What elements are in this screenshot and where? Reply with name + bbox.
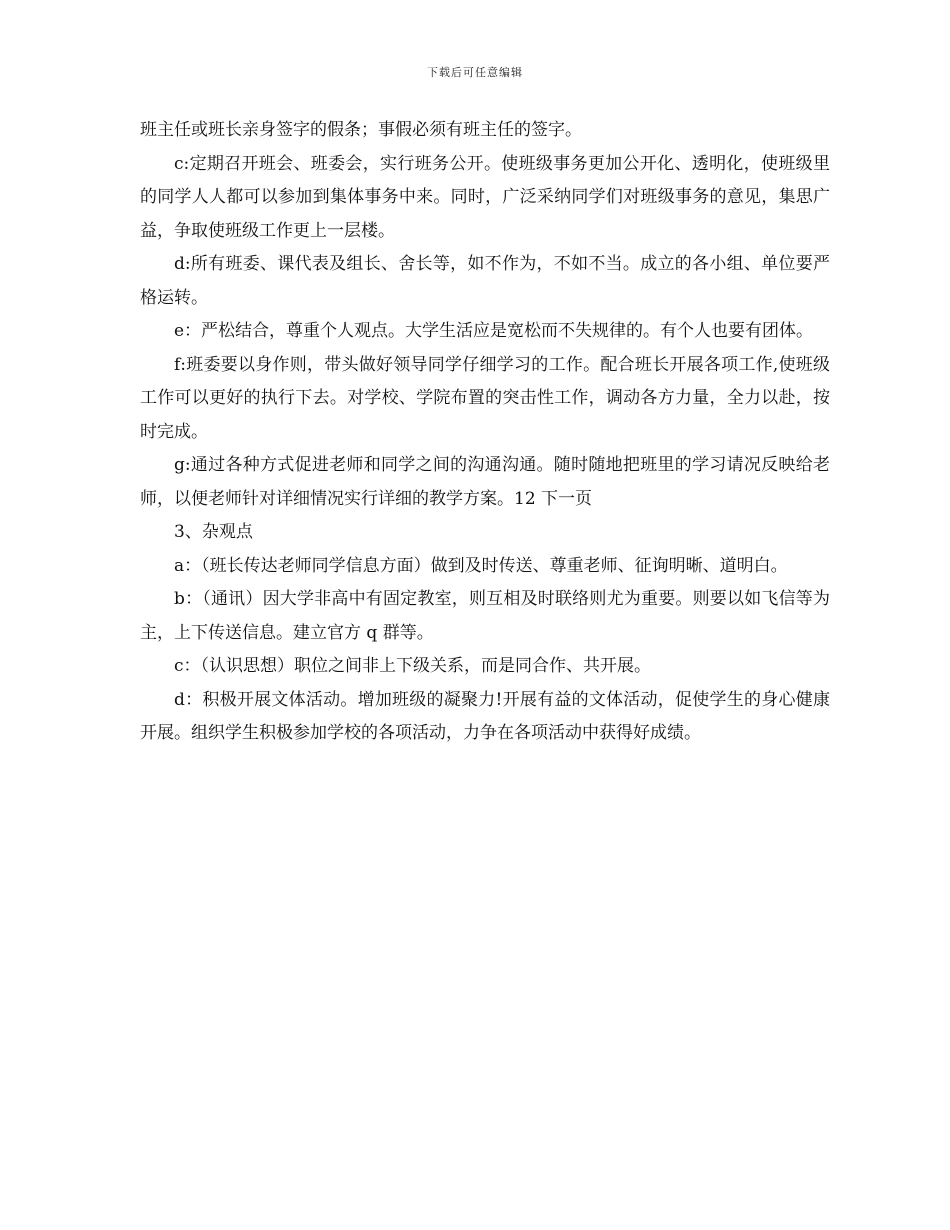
paragraph-5: f:班委要以身作则，带头做好领导同学仔细学习的工作。配合班长开展各项工作,使班级工作可以更好的执行下去。对学校、学院布置的突击性工作，调动各方力量，全力以赴，按时完成。 <box>140 354 830 442</box>
paragraph-8: b：（通讯）因大学非高中有固定教室，则互相及时联络则尤为重要。则要以如飞信等为主，上下传送信息。建立官方 q 群等。 <box>140 589 830 643</box>
paragraph-9: c：（认识思想）职位之间非上下级关系，而是同合作、共开展。 <box>174 656 652 676</box>
paragraph-4: e：严松结合，尊重个人观点。大学生活应是宽松而不失规律的。有个人也要有团体。 <box>174 321 814 341</box>
paragraph-3: d:所有班委、课代表及组长、舍长等，如不作为，不如不当。成立的各小组、单位要严格运转。 <box>140 254 830 308</box>
document-body <box>140 114 830 751</box>
paragraph-10: d：积极开展文体活动。增加班级的凝聚力!开展有益的文体活动，促使学生的身心健康开展。组织学生积极参加学校的各项活动，力争在各项活动中获得好成绩。 <box>140 689 830 743</box>
paragraph-7: a：（班长传达老师同学信息方面）做到及时传送、尊重老师、征询明晰、道明白。 <box>174 555 788 576</box>
paragraph-2: c:定期召开班会、班委会，实行班务公开。使班级事务更加公开化、透明化，使班级里的同学人人都可以参加到集体事务中来。同时，广泛采纳同学们对班级事务的意见，集思广益，争取使班级工作更上一层楼。 <box>140 153 830 241</box>
section-heading-3: 3、杂观点 <box>174 522 253 542</box>
page-header: 下载后可任意编辑 <box>427 66 523 79</box>
paragraph-6: g:通过各种方式促进老师和同学之间的沟通沟通。随时随地把班里的学习请况反映给老师，以便老师针对详细情况实行详细的教学方案。12 下一页 <box>140 455 830 509</box>
paragraph-1: 班主任或班长亲身签字的假条；事假必须有班主任的签字。 <box>140 120 582 140</box>
